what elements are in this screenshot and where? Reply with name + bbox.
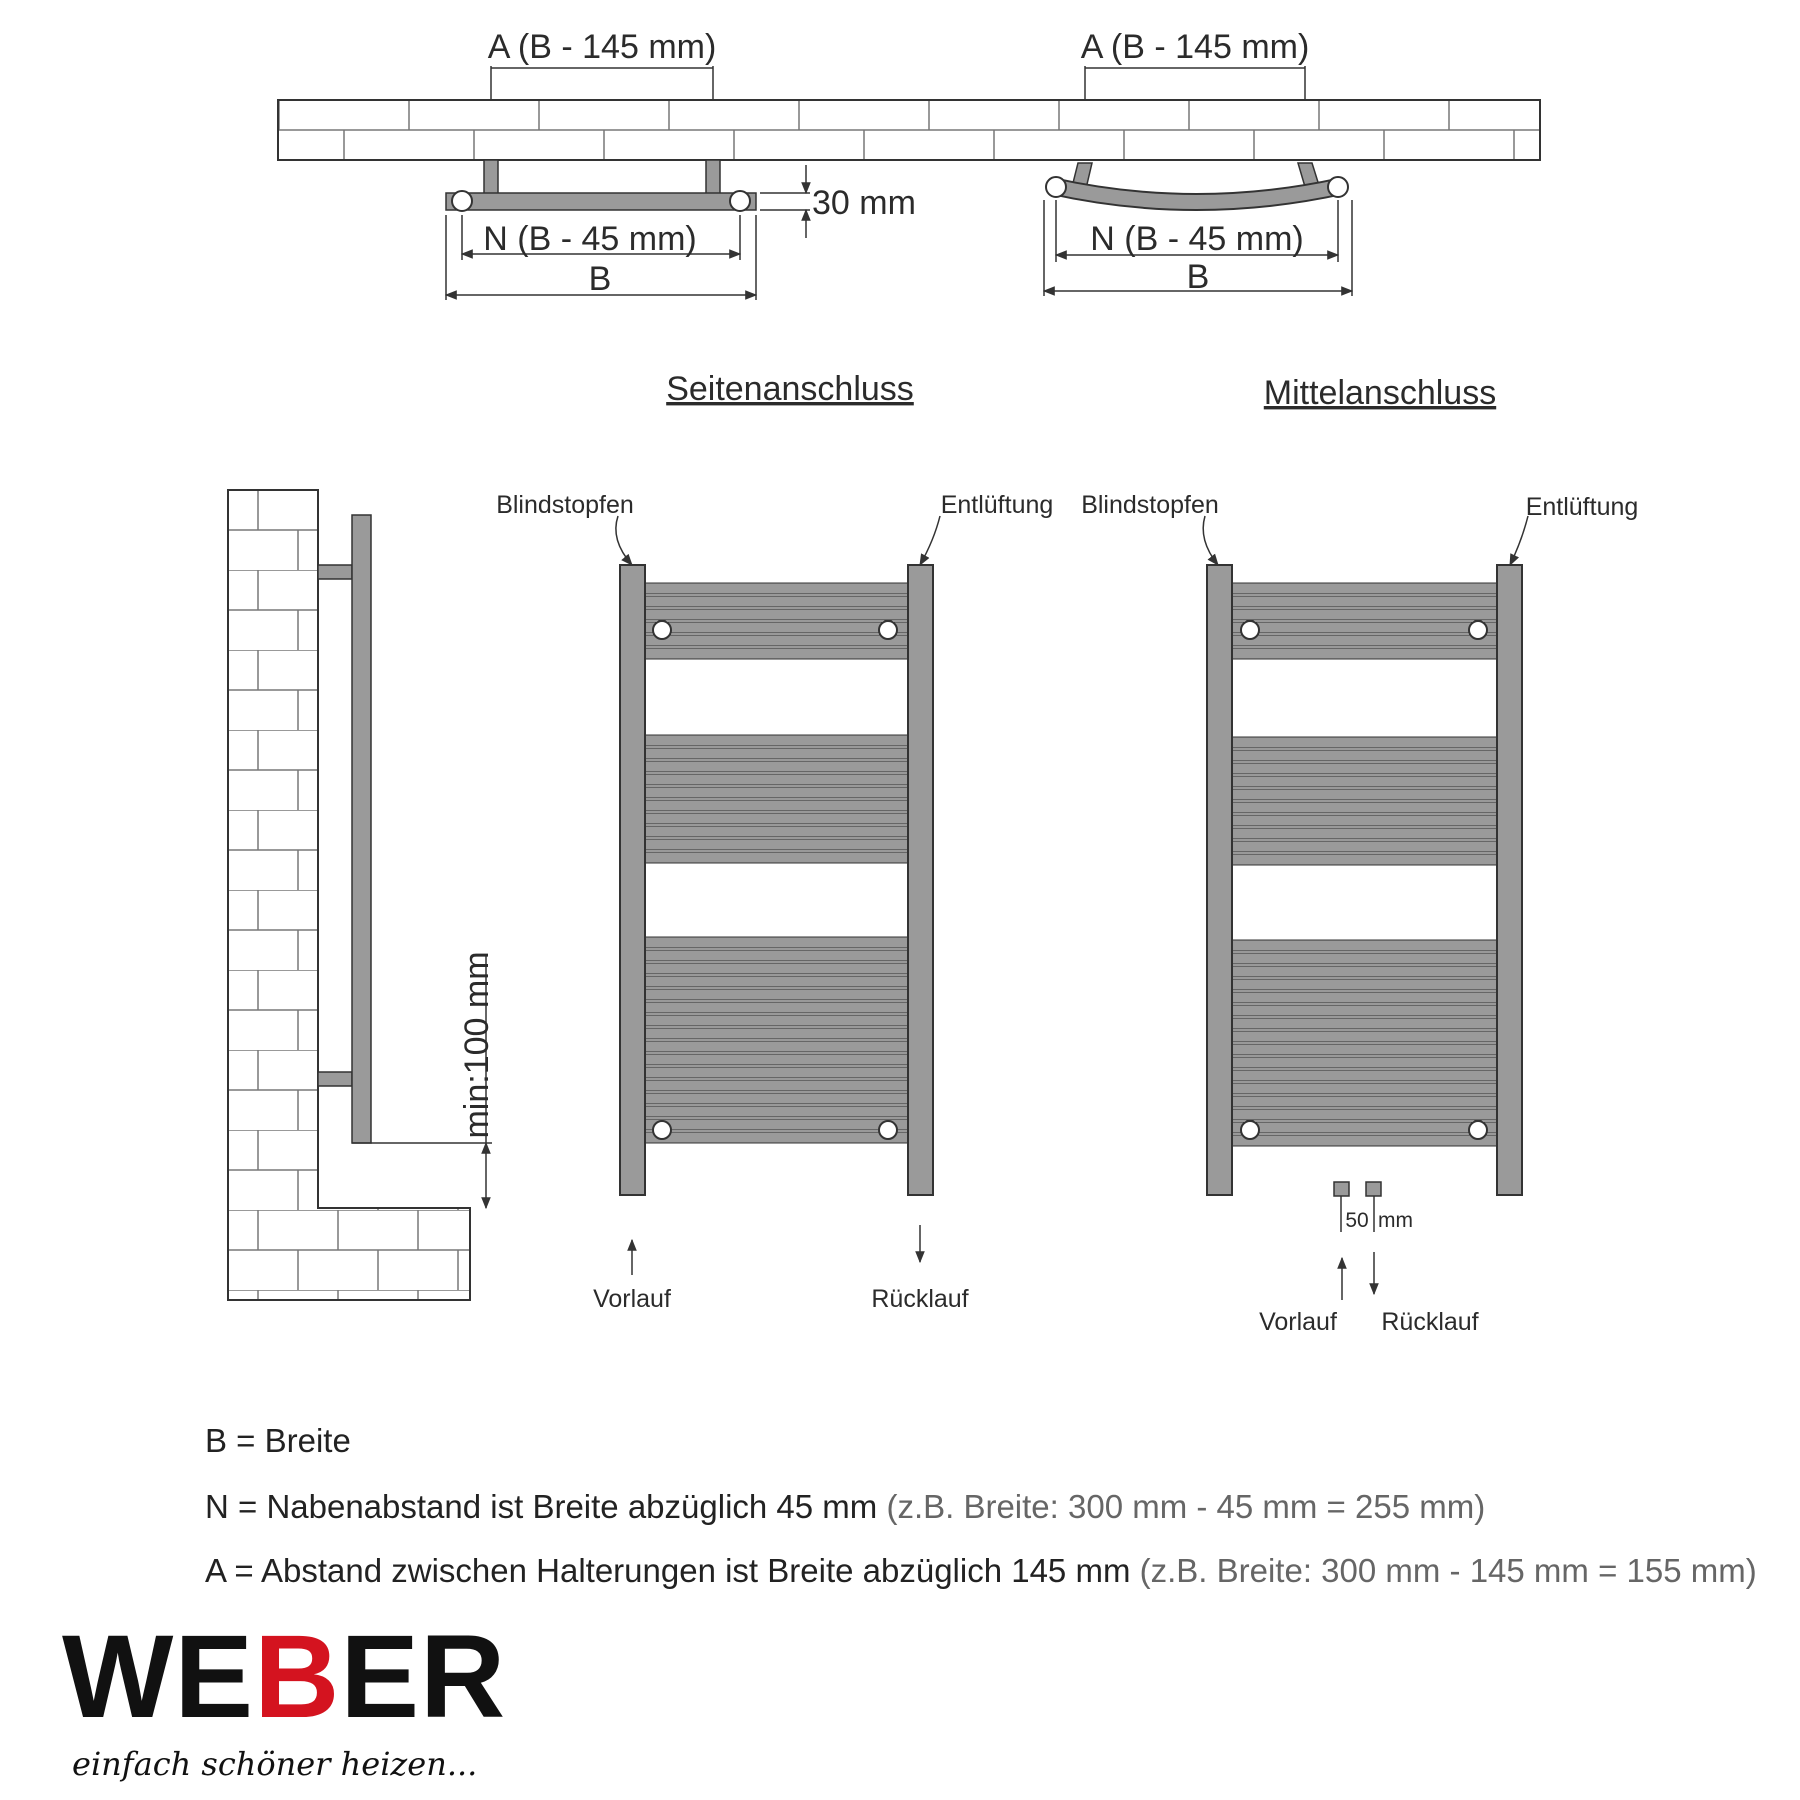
radiator-bar	[1232, 648, 1497, 659]
flow-label: Vorlauf	[593, 1285, 671, 1313]
radiator-bar	[1232, 763, 1497, 774]
radiator-bar	[1232, 737, 1497, 748]
right-column	[1497, 565, 1522, 1195]
radiator-bar	[1232, 854, 1497, 865]
radiator-bar	[1232, 1109, 1497, 1120]
radiator-bar	[1232, 1096, 1497, 1107]
radiator-bar	[1232, 940, 1497, 951]
radiator-bars	[645, 583, 908, 1143]
side-bracket-bottom	[318, 1072, 352, 1086]
side-wall	[228, 490, 470, 1300]
brand-name-part1: WE	[62, 1611, 255, 1743]
radiator-bars	[1232, 583, 1497, 1146]
radiator-bar	[645, 1106, 908, 1117]
legend-n	[205, 1488, 1485, 1526]
legend-b	[205, 1422, 351, 1460]
mount-hole	[653, 1121, 671, 1139]
plug-label: Blindstopfen	[1081, 491, 1219, 519]
radiator-bar	[1232, 596, 1497, 607]
mount-hole	[1469, 1121, 1487, 1139]
return-label: Rücklauf	[1381, 1308, 1479, 1336]
clearance-label: min:100 mm	[458, 951, 496, 1139]
spacing-unit: mm	[1378, 1209, 1413, 1232]
connection-stub	[1334, 1182, 1349, 1196]
radiator-bar	[1232, 1044, 1497, 1055]
radiator-bar	[1232, 583, 1497, 594]
radiator-bar	[1232, 1122, 1497, 1133]
side-radiator-profile	[352, 515, 371, 1143]
radiator-bar	[645, 1015, 908, 1026]
radiator-bar	[645, 774, 908, 785]
radiator-bar	[645, 1002, 908, 1013]
top-view	[278, 28, 1540, 300]
legend-n-example: (z.B. Breite: 300 mm - 45 mm = 255 mm)	[886, 1488, 1486, 1525]
a-dimension-label-right: A (B - 145 mm)	[1080, 28, 1310, 66]
mount-hole	[879, 1121, 897, 1139]
heading-side-connection: Seitenanschluss	[666, 370, 914, 408]
vent-label: Entlüftung	[1525, 493, 1639, 521]
middle-connection-radiator	[1081, 491, 1638, 1336]
curved-radiator-top	[1046, 163, 1348, 202]
radiator-bar	[1232, 609, 1497, 620]
spacing-value: 50	[1345, 1209, 1369, 1232]
radiator-bar	[1232, 966, 1497, 977]
n-dimension-label-left: N (B - 45 mm)	[483, 220, 697, 258]
brand-name-accent: B	[254, 1611, 341, 1743]
radiator-bar	[1232, 992, 1497, 1003]
radiator-bar	[645, 748, 908, 759]
b-dimension-label-left: B	[588, 260, 612, 298]
plug-label: Blindstopfen	[496, 491, 634, 519]
mount-hole	[653, 621, 671, 639]
radiator-bar	[1232, 1018, 1497, 1029]
radiator-bar	[645, 761, 908, 772]
radiator-bar	[645, 1067, 908, 1078]
mount-hole	[1241, 1121, 1259, 1139]
radiator-bar	[645, 735, 908, 746]
brand-slogan: einfach schöner heizen...	[72, 1745, 478, 1783]
straight-radiator-top	[446, 160, 756, 211]
depth-dimension-label: 30 mm	[812, 184, 916, 222]
radiator-bar	[1232, 828, 1497, 839]
radiator-bar	[645, 1080, 908, 1091]
radiator-bar	[1232, 789, 1497, 800]
brand-name-part3: ER	[340, 1611, 507, 1743]
radiator-bar	[1232, 776, 1497, 787]
n-dimension-label-right: N (B - 45 mm)	[1090, 220, 1304, 258]
radiator-bar	[645, 1028, 908, 1039]
mount-hole	[1469, 621, 1487, 639]
radiator-bar	[645, 989, 908, 1000]
left-column	[620, 565, 645, 1195]
radiator-bar	[645, 622, 908, 633]
radiator-bar	[1232, 622, 1497, 633]
radiator-bar	[1232, 953, 1497, 964]
radiator-bar	[1232, 815, 1497, 826]
legend-a-text: A = Abstand zwischen Halterungen ist Breite abzüglich 145 mm	[205, 1552, 1131, 1589]
radiator-bar	[1232, 1057, 1497, 1068]
radiator-bar	[645, 800, 908, 811]
radiator-bar	[645, 813, 908, 824]
radiator-bar	[645, 635, 908, 646]
side-connection-radiator	[496, 491, 1053, 1313]
legend-a-example: (z.B. Breite: 300 mm - 145 mm = 155 mm)	[1139, 1552, 1757, 1589]
radiator-bar	[1232, 1005, 1497, 1016]
legend-a	[205, 1552, 1757, 1590]
radiator-bar	[645, 852, 908, 863]
radiator-bar	[1232, 841, 1497, 852]
radiator-bar	[645, 826, 908, 837]
radiator-bar	[645, 648, 908, 659]
radiator-bar	[645, 1054, 908, 1065]
radiator-bar	[645, 583, 908, 594]
radiator-bar	[1232, 635, 1497, 646]
brand-logo	[62, 1611, 507, 1743]
radiator-bar	[645, 596, 908, 607]
radiator-bar	[1232, 1070, 1497, 1081]
radiator-bar	[645, 1119, 908, 1130]
radiator-bar	[645, 787, 908, 798]
side-view	[228, 490, 496, 1300]
radiator-bar	[645, 839, 908, 850]
radiator-bar	[1232, 979, 1497, 990]
radiator-bar	[645, 963, 908, 974]
radiator-bar	[1232, 750, 1497, 761]
radiator-bar	[1232, 802, 1497, 813]
radiator-bar	[645, 1132, 908, 1143]
radiator-bar	[645, 1093, 908, 1104]
a-dimension-label-left: A (B - 145 mm)	[487, 28, 717, 66]
vent-label: Entlüftung	[940, 491, 1054, 519]
legend-b-text: B = Breite	[205, 1422, 351, 1459]
radiator-bar	[645, 976, 908, 987]
side-bracket-top	[318, 565, 352, 579]
radiator-bar	[645, 609, 908, 620]
legend-n-text: N = Nabenabstand ist Breite abzüglich 45 mm	[205, 1488, 878, 1525]
heading-middle-connection: Mittelanschluss	[1263, 374, 1497, 412]
left-column	[1207, 565, 1232, 1195]
return-label: Rücklauf	[871, 1285, 969, 1313]
b-dimension-label-right: B	[1186, 258, 1210, 296]
radiator-bar	[1232, 1031, 1497, 1042]
radiator-bar	[645, 1041, 908, 1052]
mount-hole	[1241, 621, 1259, 639]
radiator-bar	[645, 937, 908, 948]
right-column	[908, 565, 933, 1195]
mount-hole	[879, 621, 897, 639]
flow-label: Vorlauf	[1259, 1308, 1337, 1336]
radiator-bar	[1232, 1083, 1497, 1094]
radiator-bar	[1232, 1135, 1497, 1146]
top-wall	[278, 100, 1540, 160]
connection-stub	[1366, 1182, 1381, 1196]
radiator-bar	[645, 950, 908, 961]
